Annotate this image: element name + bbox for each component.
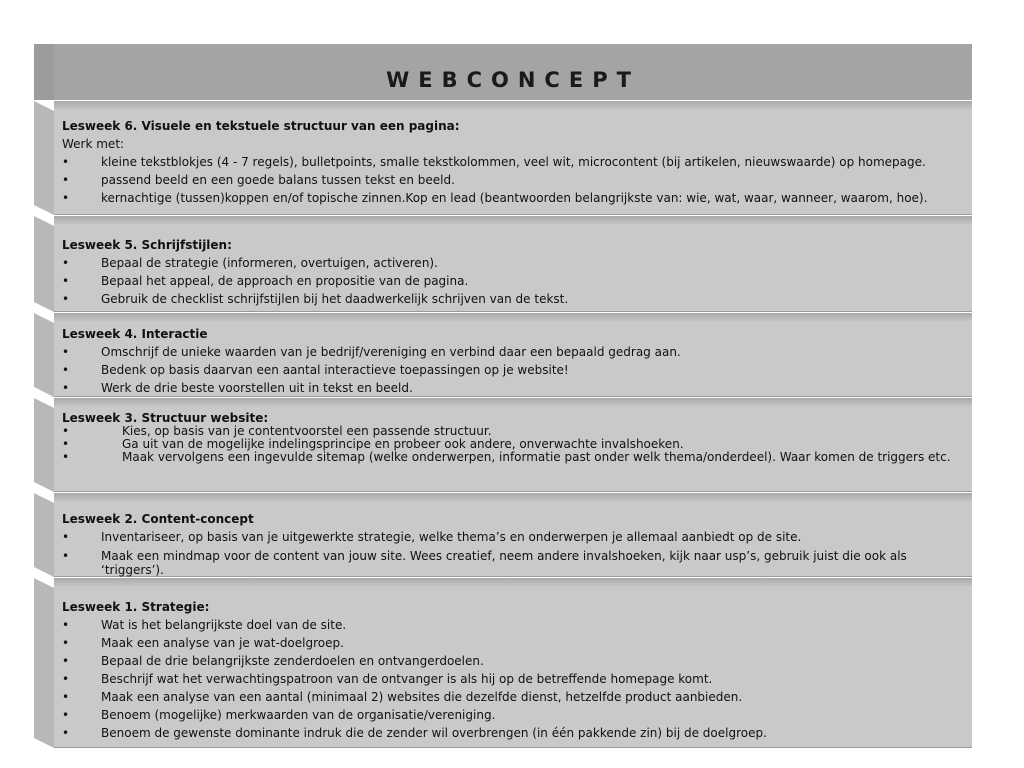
content-lesweek-3 xyxy=(62,412,958,464)
bullet-icon: • xyxy=(62,256,70,270)
list-item: • Bepaal de drie belangrijkste zenderdoelen en ontvangerdoelen. xyxy=(62,654,484,668)
bullet-icon: • xyxy=(62,672,70,686)
content-lesweek-5 xyxy=(62,236,958,308)
bullet-icon: • xyxy=(62,437,70,451)
content-lesweek-1 xyxy=(62,598,958,742)
content-lesweek-4 xyxy=(62,325,958,397)
bullet-icon: • xyxy=(62,530,70,544)
list-item: • Werk de drie beste voorstellen uit in tekst en beeld. xyxy=(62,381,413,395)
bullet-icon: • xyxy=(62,654,70,668)
bullet-icon: • xyxy=(62,424,70,438)
list-item: • Bepaal de strategie (informeren, overtuigen, activeren). xyxy=(62,256,438,270)
bullet-icon: • xyxy=(62,191,70,205)
bullet-icon: • xyxy=(62,381,70,395)
list-item: • Bepaal het appeal, de approach en propositie van de pagina. xyxy=(62,274,469,288)
bullet-icon: • xyxy=(62,450,70,464)
lesson-title: Lesweek 4. Interactie xyxy=(62,327,208,341)
list-item: • Omschrijf de unieke waarden van je bedrijf/vereniging en verbind daar een bepaald gedrag aan. xyxy=(62,345,681,359)
bullet-icon: • xyxy=(62,173,70,187)
list-item: • Maak vervolgens een ingevulde sitemap (welke onderwerpen, informatie past onder welk thema/onderdeel). Waar komen de triggers etc. xyxy=(62,450,951,464)
lesson-intro: Werk met: xyxy=(62,137,125,151)
list-item: • kernachtige (tussen)koppen en/of topische zinnen.Kop en lead (beantwoorden belangrijkste van: wie, wat, waar, wanneer, waarom, hoe). xyxy=(62,191,928,205)
bullet-icon: • xyxy=(62,618,70,632)
header-block xyxy=(34,44,972,100)
bullet-icon: • xyxy=(62,690,70,704)
bullet-icon: • xyxy=(62,155,70,169)
page-title: WEBCONCEPT xyxy=(386,68,640,92)
lesson-title: Lesweek 3. Structuur website: xyxy=(62,411,269,425)
bullet-icon: • xyxy=(62,708,70,722)
bullet-icon: • xyxy=(62,292,70,306)
lesson-title: Lesweek 1. Strategie: xyxy=(62,600,210,614)
list-item: • Benoem de gewenste dominante indruk die de zender wil overbrengen (in één pakkende zin) bij de doelgroep. xyxy=(62,726,767,740)
content-lesweek-6 xyxy=(62,117,958,205)
list-item: • Wat is het belangrijkste doel van de site. xyxy=(62,618,347,632)
list-item: • Gebruik de checklist schrijfstijlen bij het daadwerkelijk schrijven van de tekst. xyxy=(62,292,569,306)
lesson-title: Lesweek 5. Schrijfstijlen: xyxy=(62,238,232,252)
list-item: • Maak een mindmap voor de content van jouw site. Wees creatief, neem andere invalshoeken, kijk naar usp’s, gebruik juist die ook als ‘triggers’). xyxy=(62,549,907,577)
list-item: • passend beeld en een goede balans tussen tekst en beeld. xyxy=(62,173,455,187)
list-item: • Beschrijf wat het verwachtingspatroon van de ontvanger is als hij op de betreffende homepage komt. xyxy=(62,672,713,686)
content-lesweek-2 xyxy=(62,510,958,577)
list-item: • Maak een analyse van je wat-doelgroep. xyxy=(62,636,344,650)
list-item: • Inventariseer, op basis van je uitgewerkte strategie, welke thema’s en onderwerpen je allemaal aanbiedt op de site. xyxy=(62,530,802,544)
bullet-icon: • xyxy=(62,726,70,740)
list-item: • Ga uit van de mogelijke indelingsprincipe en probeer ook andere, onverwachte invalshoeken. xyxy=(62,437,684,451)
list-item: • Bedenk op basis daarvan een aantal interactieve toepassingen op je website! xyxy=(62,363,569,377)
list-item: • Kies, op basis van je contentvoorstel een passende structuur. xyxy=(62,424,492,438)
bullet-icon: • xyxy=(62,549,70,563)
bullet-icon: • xyxy=(62,636,70,650)
bullet-icon: • xyxy=(62,274,70,288)
list-item: • Maak een analyse van een aantal (minimaal 2) websites die dezelfde dienst, hetzelfde product aanbieden. xyxy=(62,690,743,704)
list-item: • Benoem (mogelijke) merkwaarden van de organisatie/vereniging. xyxy=(62,708,496,722)
list-item: • kleine tekstblokjes (4 - 7 regels), bulletpoints, smalle tekstkolommen, veel wit, microcontent (bij artikelen, nieuwswaarde) op homepage. xyxy=(62,155,926,169)
lesson-title: Lesweek 6. Visuele en tekstuele structuur van een pagina: xyxy=(62,119,460,133)
bullet-icon: • xyxy=(62,345,70,359)
lesson-title: Lesweek 2. Content-concept xyxy=(62,512,254,526)
bullet-icon: • xyxy=(62,363,70,377)
